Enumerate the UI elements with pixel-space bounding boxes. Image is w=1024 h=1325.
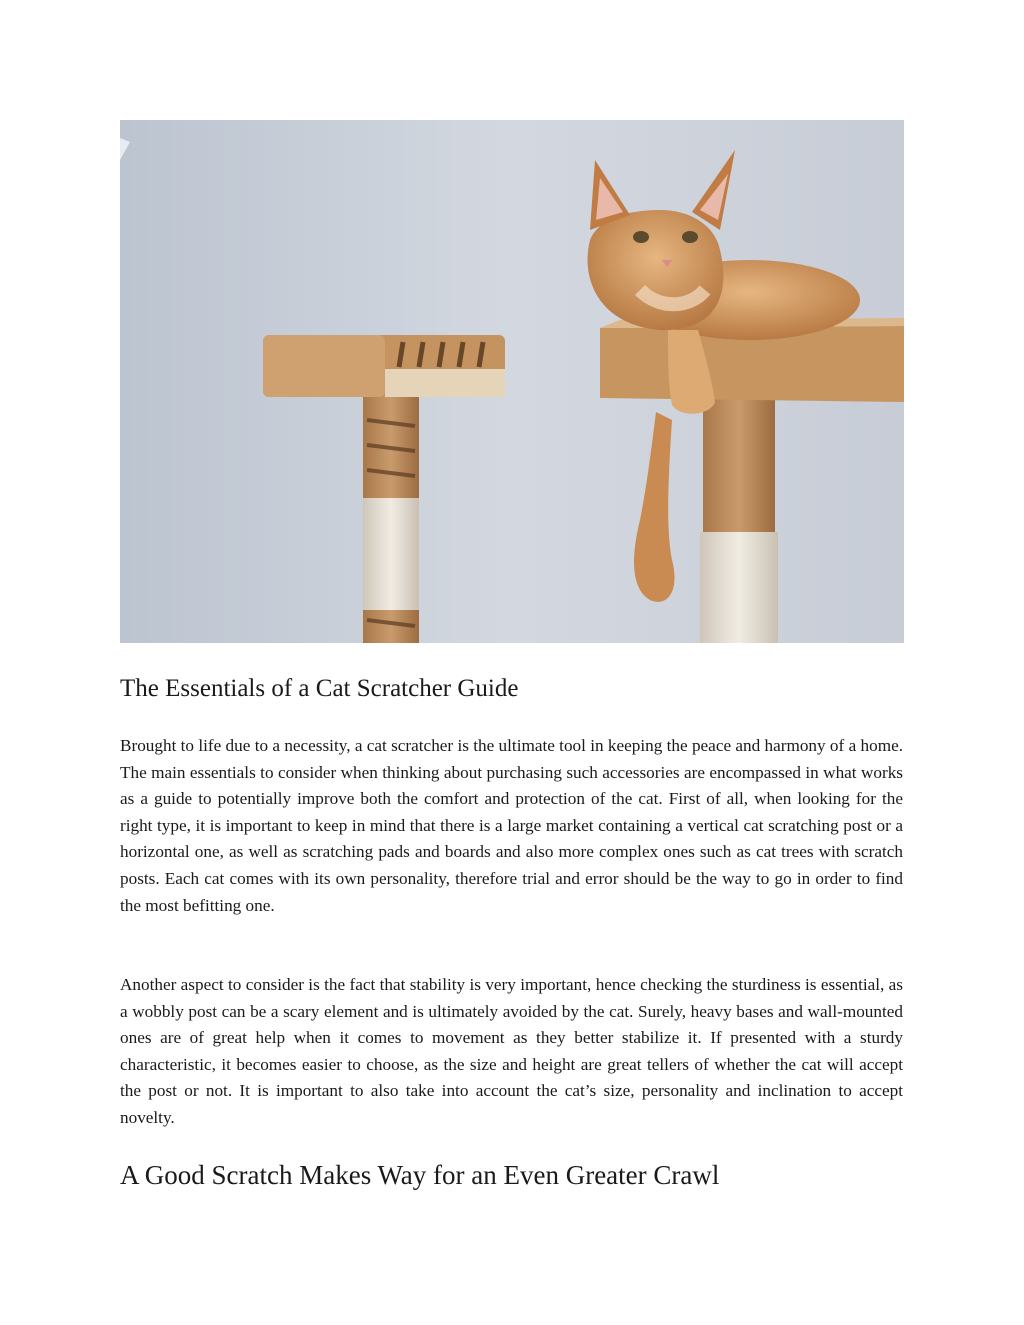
paragraph: Brought to life due to a necessity, a cat scratcher is the ultimate tool in keeping the peace and harmony of a home. The main essentials to consider when thinking about purchasing such accessories are encompassed in what works as a guide to potentially improve both the comfort and protection of the cat. First of all, when looking for the right type, it is important to keep in mind that there is a large market containing a vertical cat scratching post or a horizontal one, as well as scratching pads and boards and also more complex ones such as cat trees with scratch posts. Each cat comes with its own personality, therefore trial and error should be the way to go in order to find the most befitting one. <box>120 736 903 915</box>
paragraph: Another aspect to consider is the fact that stability is very important, hence checking the sturdiness is essential, as a wobbly post can be a scary element and is ultimately avoided by the cat. Surely, heavy bases and wall-mounted ones are of great help when it comes to movement as they better stabilize it. If presented with a sturdy characteristic, it becomes easier to choose, as the size and height are great tellers of whether the cat will accept the post or not. It is important to also take into account the cat’s size, personality and inclination to accept novelty. <box>120 975 903 1127</box>
section-heading: A Good Scratch Makes Way for an Even Greater Crawl <box>120 1160 720 1190</box>
section-heading: The Essentials of a Cat Scratcher Guide <box>120 675 519 702</box>
cat-on-scratching-post-photo <box>120 120 904 643</box>
